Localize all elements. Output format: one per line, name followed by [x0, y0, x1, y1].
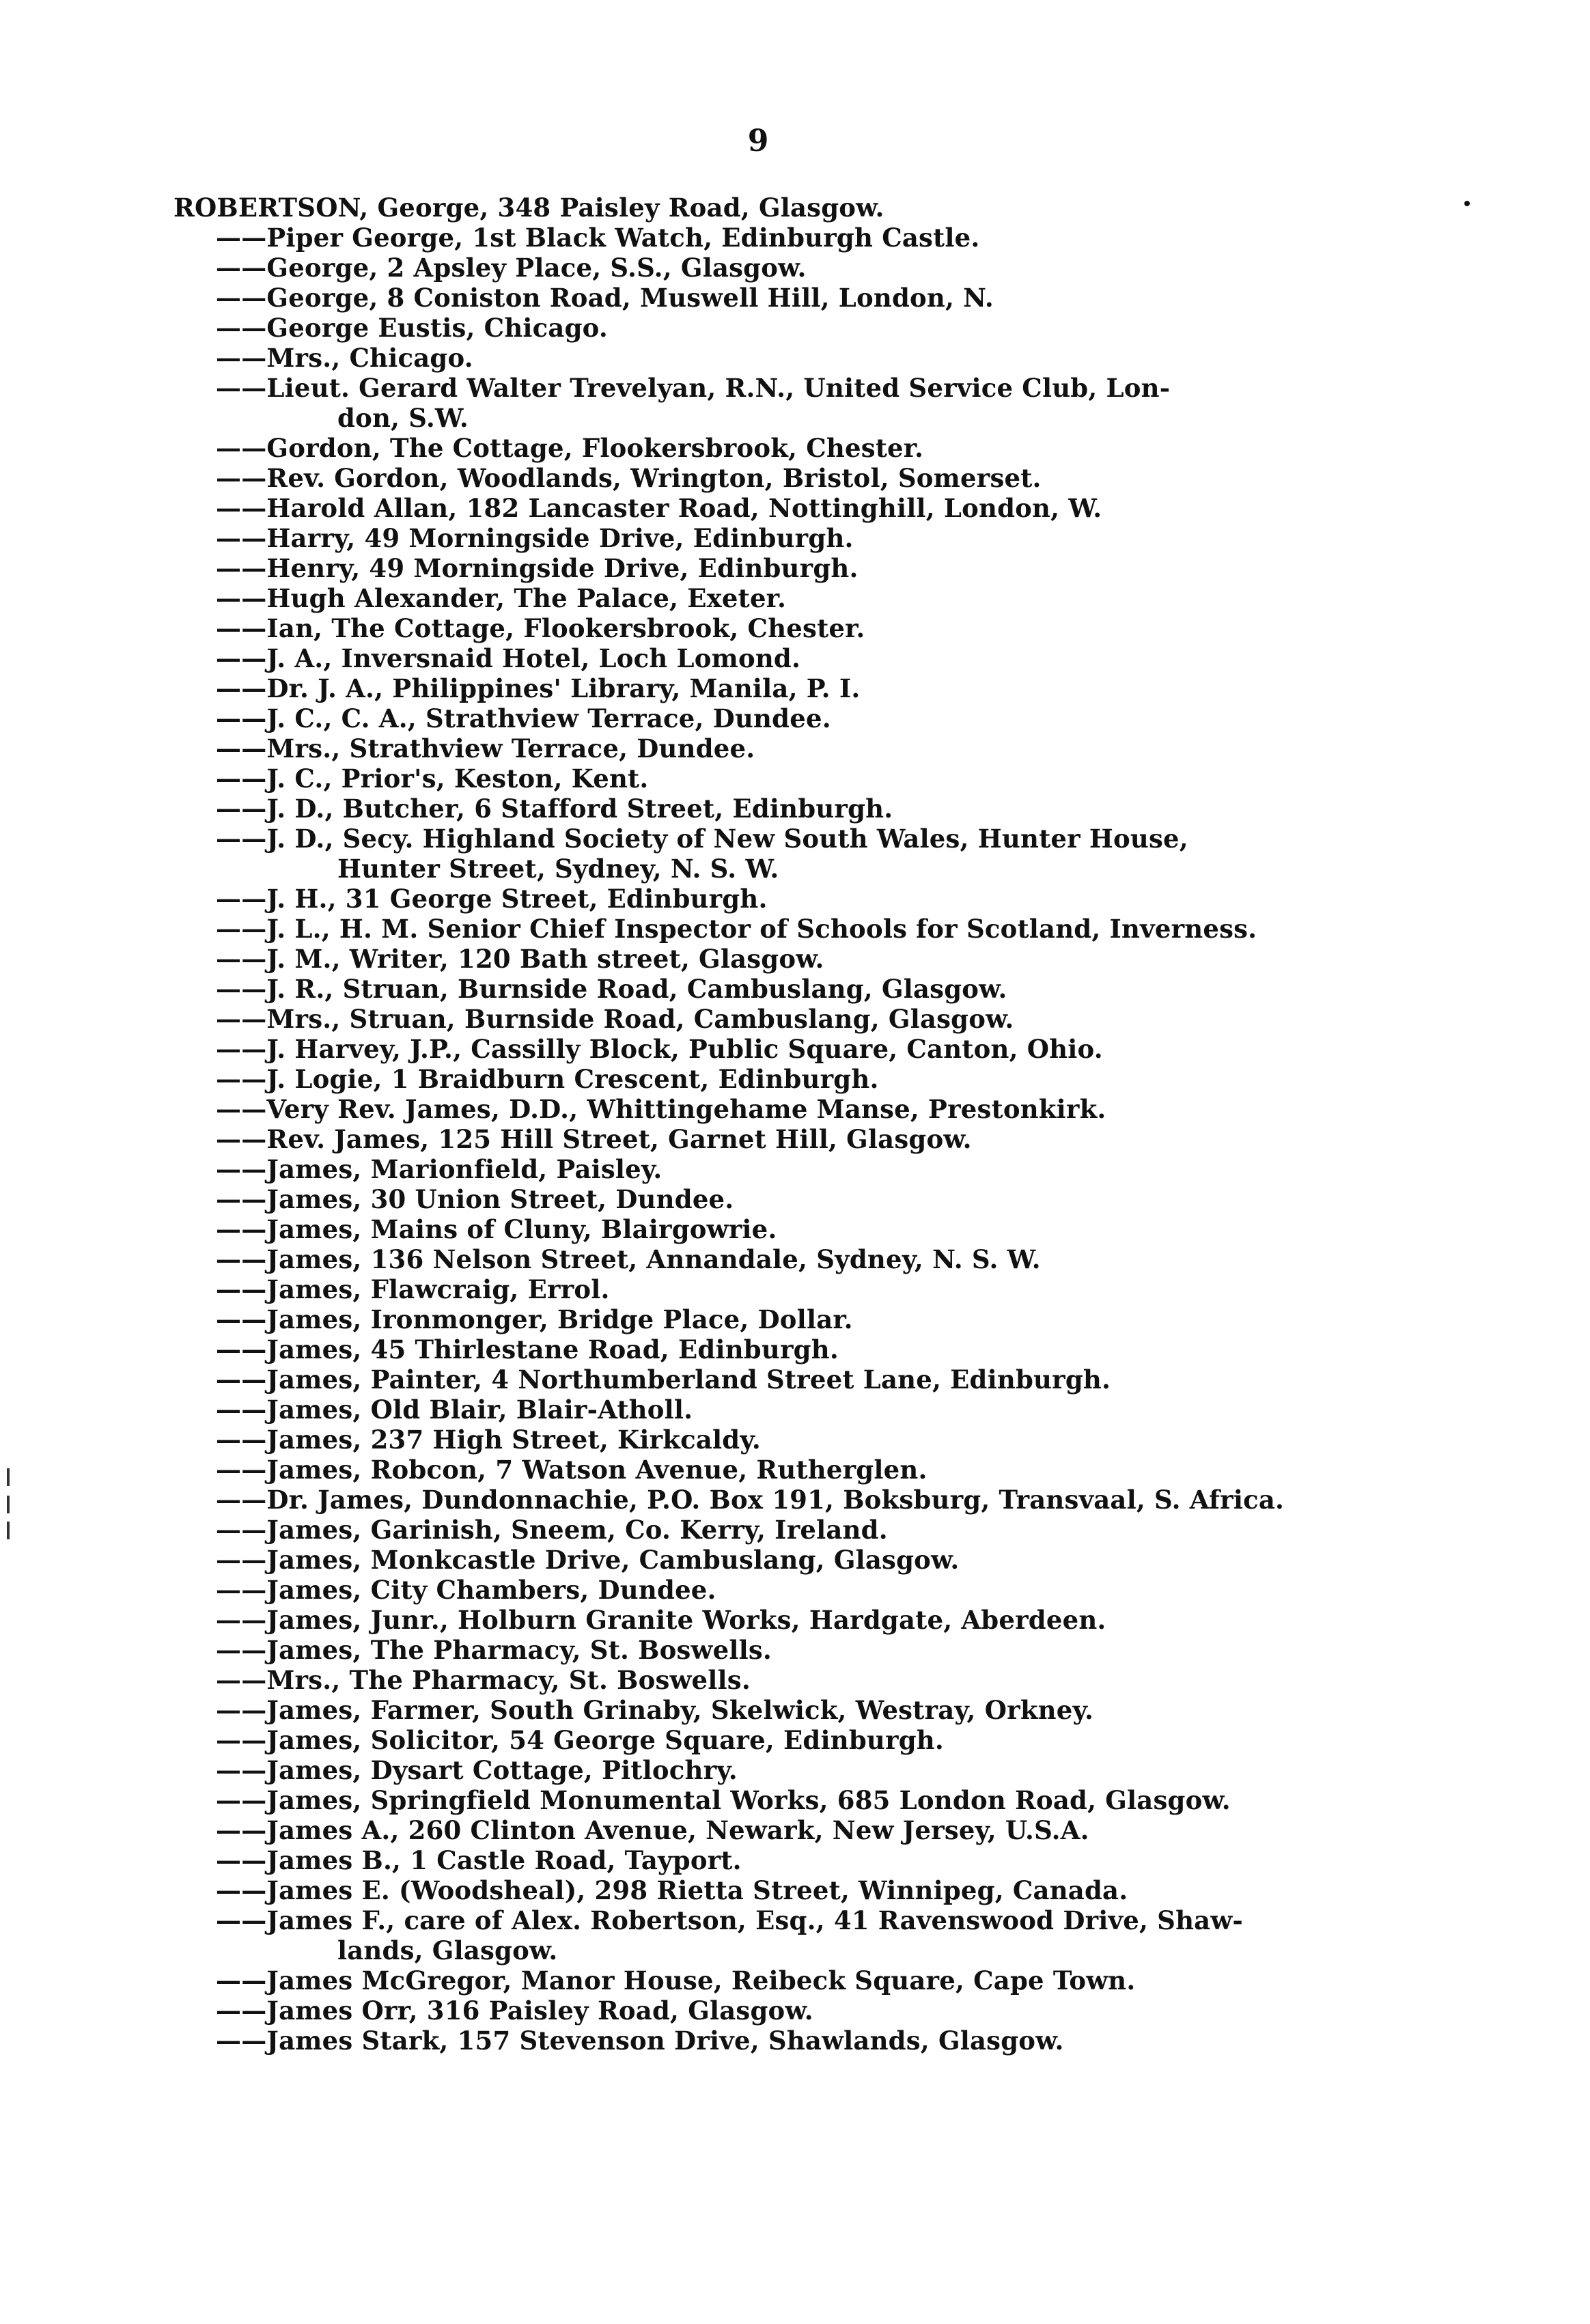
directory-entry: ——Rev. James, 125 Hill Street, Garnet Hill, Glasgow. [216, 1124, 972, 1154]
directory-entry: ——Harold Allan, 182 Lancaster Road, Nottinghill, London, W. [216, 493, 1102, 523]
directory-entry: ——James, City Chambers, Dundee. [216, 1575, 716, 1605]
directory-entry: ——James, Dysart Cottage, Pitlochry. [216, 1755, 738, 1785]
directory-entry: ——Dr. J. A., Philippines' Library, Manila, P. I. [216, 673, 861, 703]
directory-entry: ——J. R., Struan, Burnside Road, Cambuslang, Glasgow. [216, 974, 1007, 1004]
directory-entry: ——James, Ironmonger, Bridge Place, Dollar. [216, 1304, 853, 1334]
directory-entry: ——J. Logie, 1 Braidburn Crescent, Edinburgh. [216, 1064, 879, 1094]
directory-entry: ——J. C., Prior's, Keston, Kent. [216, 764, 649, 794]
directory-entry: ——James, Mains of Cluny, Blairgowrie. [216, 1214, 777, 1244]
directory-entry: ——J. L., H. M. Senior Chief Inspector of Schools for Scotland, Inverness. [216, 914, 1257, 944]
directory-entry: ——Hugh Alexander, The Palace, Exeter. [216, 583, 787, 613]
directory-entry-continuation: lands, Glasgow. [337, 1935, 558, 1965]
directory-entry: ——J. D., Secy. Highland Society of New South Wales, Hunter House, [216, 824, 1188, 854]
directory-entry: ——Dr. James, Dundonnachie, P.O. Box 191, Boksburg, Transvaal, S. Africa. [216, 1485, 1285, 1515]
directory-entry: ——George, 8 Coniston Road, Muswell Hill, London, N. [216, 283, 994, 313]
directory-entry: ——Rev. Gordon, Woodlands, Wrington, Bristol, Somerset. [216, 463, 1042, 493]
directory-entry: ——Piper George, 1st Black Watch, Edinburgh Castle. [216, 223, 980, 253]
directory-entry: ——James, Solicitor, 54 George Square, Edinburgh. [216, 1725, 944, 1755]
directory-entry: ——James, Monkcastle Drive, Cambuslang, Glasgow. [216, 1545, 960, 1575]
directory-entry: ——George, 2 Apsley Place, S.S., Glasgow. [216, 253, 807, 283]
directory-entry: ——James, Painter, 4 Northumberland Street Lane, Edinburgh. [216, 1364, 1111, 1395]
directory-entry: ——James, Flawcraig, Errol. [216, 1274, 610, 1304]
margin-tick [7, 1496, 10, 1513]
directory-entry: ——James, Junr., Holburn Granite Works, Hardgate, Aberdeen. [216, 1605, 1106, 1635]
directory-entry: ——James, 136 Nelson Street, Annandale, Sydney, N. S. W. [216, 1244, 1041, 1274]
directory-entry: ——James, 45 Thirlestane Road, Edinburgh. [216, 1334, 839, 1364]
directory-entry: ——James Orr, 316 Paisley Road, Glasgow. [216, 1996, 813, 2026]
directory-entry: ——James, Farmer, South Grinaby, Skelwick, Westray, Orkney. [216, 1695, 1094, 1725]
directory-entry: ——Harry, 49 Morningside Drive, Edinburgh. [216, 523, 854, 553]
directory-entry: ——James B., 1 Castle Road, Tayport. [216, 1845, 742, 1875]
directory-entry: ——James, Marionfield, Paisley. [216, 1154, 662, 1184]
directory-entry: ——James, Springfield Monumental Works, 685 London Road, Glasgow. [216, 1785, 1231, 1815]
margin-tick [7, 1522, 10, 1539]
directory-entry-continuation: don, S.W. [337, 403, 469, 433]
directory-entry: ——James Stark, 157 Stevenson Drive, Shawlands, Glasgow. [216, 2026, 1064, 2056]
margin-mark [1464, 201, 1470, 206]
directory-entry: ——George Eustis, Chicago. [216, 313, 608, 343]
directory-entry: ——J. A., Inversnaid Hotel, Loch Lomond. [216, 643, 801, 673]
directory-entry: ——J. C., C. A., Strathview Terrace, Dundee. [216, 703, 831, 733]
page-number: 9 [747, 124, 769, 158]
directory-entry: ROBERTSON, George, 348 Paisley Road, Glasgow. [173, 193, 884, 223]
directory-entry: ——Gordon, The Cottage, Flookersbrook, Chester. [216, 433, 924, 463]
directory-entry: ——James, The Pharmacy, St. Boswells. [216, 1635, 772, 1665]
directory-entry: ——James, Garinish, Sneem, Co. Kerry, Ireland. [216, 1515, 888, 1545]
directory-entry: ——James, 30 Union Street, Dundee. [216, 1184, 734, 1214]
margin-tick [7, 1468, 10, 1486]
directory-entry: ——James, 237 High Street, Kirkcaldy. [216, 1425, 761, 1455]
directory-entry: ——Lieut. Gerard Walter Trevelyan, R.N., United Service Club, Lon- [216, 373, 1171, 403]
directory-entry: ——J. Harvey, J.P., Cassilly Block, Public Square, Canton, Ohio. [216, 1034, 1103, 1064]
directory-entry: ——J. H., 31 George Street, Edinburgh. [216, 884, 768, 914]
directory-entry: ——Mrs., Struan, Burnside Road, Cambuslang, Glasgow. [216, 1004, 1014, 1034]
directory-entry: ——J. M., Writer, 120 Bath street, Glasgow. [216, 944, 824, 974]
directory-entry: ——James E. (Woodsheal), 298 Rietta Street, Winnipeg, Canada. [216, 1875, 1128, 1905]
directory-entry: ——Very Rev. James, D.D., Whittingehame Manse, Prestonkirk. [216, 1094, 1106, 1124]
directory-entry: ——Mrs., The Pharmacy, St. Boswells. [216, 1665, 751, 1695]
directory-entry: ——J. D., Butcher, 6 Stafford Street, Edinburgh. [216, 794, 893, 824]
directory-entry: ——Henry, 49 Morningside Drive, Edinburgh. [216, 553, 859, 583]
directory-entry: ——James, Robcon, 7 Watson Avenue, Rutherglen. [216, 1455, 928, 1485]
directory-entries [173, 193, 1376, 2056]
directory-entry: ——James, Old Blair, Blair-Atholl. [216, 1395, 693, 1425]
directory-entry: ——Ian, The Cottage, Flookersbrook, Chester. [216, 613, 865, 643]
directory-entry: ——James McGregor, Manor House, Reibeck Square, Cape Town. [216, 1965, 1136, 1996]
directory-entry: ——Mrs., Strathview Terrace, Dundee. [216, 733, 755, 764]
directory-entry: ——James A., 260 Clinton Avenue, Newark, New Jersey, U.S.A. [216, 1815, 1089, 1845]
directory-entry: ——James F., care of Alex. Robertson, Esq., 41 Ravenswood Drive, Shaw- [216, 1905, 1243, 1935]
directory-entry: ——Mrs., Chicago. [216, 343, 473, 373]
directory-entry-continuation: Hunter Street, Sydney, N. S. W. [337, 854, 779, 884]
